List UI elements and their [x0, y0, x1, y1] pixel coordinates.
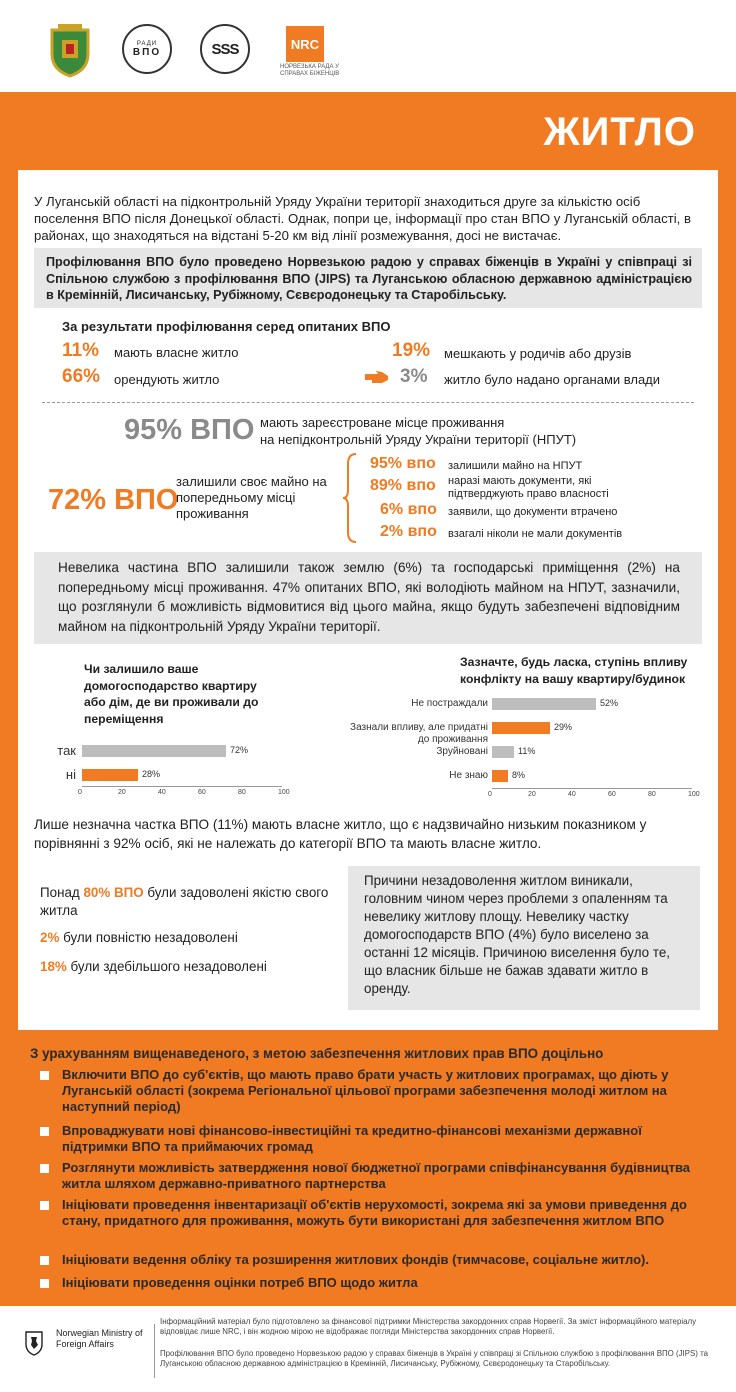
chart-1-tick-label: 0 — [78, 789, 82, 796]
rec-item-3: Розглянути можливість затвердження нової бюджетної програми співфінансування будівництва житла шляхом державно-приватного партнерства — [62, 1160, 691, 1191]
rec-item-4: Ініціювати проведення інвентаризації об'єктів нерухомості, зокрема які за умови приведення до стану, придатного для проживання, можуть бути використані для забезпечення житлом ВПО — [62, 1197, 687, 1228]
sat-pre: Понад — [40, 885, 84, 900]
stat-gov-pct: 3% — [400, 366, 428, 387]
rec-bullet-6 — [40, 1279, 49, 1288]
chart-1-tick-label: 80 — [238, 789, 246, 796]
chart-1-bar — [82, 745, 226, 757]
chart2-title: Зазначте, будь ласка, ступінь впливу конфлікту на вашу квартиру/будинок — [460, 655, 688, 686]
own-housing-note: Лише незначна частка ВПО (11%) мають власне житло, що є надзвичайно низьким показником у порівнянні з 92% осіб, які не належать до категорії ВПО та мають власне житло. — [34, 817, 647, 851]
stat-gov-label: житло було надано органами влади — [444, 372, 661, 387]
detail-2-pct-value: 89% — [370, 477, 403, 494]
reasons-text: Причини незадоволення житлом виникали, головним чином через проблеми з опаленням та невелику житлову площу. Невелику частку домогосподарств ВПО (4%) було виселено за останні 12 місяців. Причиною виселення було те, що власник більше не бажав здавати житло в оренду. — [364, 873, 670, 996]
sat-pct: 80% ВПО — [83, 885, 144, 900]
detail-3-unit: впо — [407, 501, 437, 518]
footer-text-1: Інформаційний матеріал було підготовлено за фінансової підтримки Міністерства закордонних справ Норвегії. За зміст інформаційного матеріалу відповідає лише NRC, і він жодною мірою не відображає погляди Міністерства закордонних справ Норвегії. — [160, 1317, 697, 1336]
chart1-title: Чи залишило ваше домогосподарство квартиру або дім, де ви проживали до переміщення — [84, 662, 259, 726]
ministry-name: Norwegian Ministry of Foreign Affairs — [56, 1328, 143, 1349]
detail-1-label: залишили майно на НПУТ — [448, 460, 583, 472]
rec-item-2: Впроваджувати нові фінансово-інвестиційні та кредитно-фінансові механізми державної підтримки ВПО та приймаючих громад — [62, 1123, 642, 1154]
detail-2-unit: впо — [406, 477, 436, 494]
chart-2-category-label: Не постраждали — [411, 698, 488, 709]
left-property-pct: 72% ВПО — [48, 484, 179, 516]
chart-1-category-label: так — [57, 743, 76, 758]
dashed-divider — [42, 402, 694, 403]
detail-3-label: заявили, що документи втрачено — [448, 506, 618, 518]
detail-1-pct-value: 95% — [370, 455, 403, 472]
detail-3-pct-value: 6% — [380, 501, 404, 518]
chart-2-bar — [492, 722, 550, 734]
luhansk-coat-of-arms-logo — [44, 24, 96, 80]
chart-1-tick-label: 20 — [118, 789, 126, 796]
radi-vpo-logo — [122, 24, 172, 74]
sat-item-1-pct: 2% — [40, 930, 60, 945]
chart-1-value-label: 28% — [142, 769, 161, 779]
rec-item-1: Включити ВПО до суб'єктів, що мають право брати участь у житлових програмах, що діють у Луганській області (зокрема Регіональної цільової програми забезпечення молоді житлом на наступний період) — [62, 1067, 669, 1114]
footer-divider — [154, 1324, 155, 1378]
stat-relatives-label: мешкають у родичів або друзів — [444, 346, 632, 361]
chart-1-tick-label: 40 — [158, 789, 166, 796]
stat-relatives-pct: 19% — [392, 340, 431, 361]
rec-bullet-4 — [40, 1201, 49, 1210]
pointing-hand-icon — [364, 370, 390, 389]
chart-1-value-label: 72% — [230, 745, 249, 755]
rec-item-5: Ініціювати ведення обліку та розширення житлових фондів (тимчасове, соціальне житло). — [62, 1252, 649, 1267]
detail-2-pct — [370, 477, 436, 495]
chart-2-value-label: 52% — [600, 698, 619, 708]
curly-brace — [342, 452, 362, 549]
detail-3-pct — [380, 501, 437, 519]
nrc-logo — [286, 26, 324, 62]
results-heading: За результати профілювання серед опитаних ВПО — [62, 319, 391, 334]
stat-own-pct: 11% — [62, 340, 99, 361]
chart-2-tick-label: 0 — [488, 791, 492, 798]
chart-2-value-label: 8% — [512, 770, 526, 780]
left-property-label: залишили своє майно на попередньому місці проживання — [176, 474, 327, 521]
detail-1-pct — [370, 455, 436, 473]
footer-text-2: Профілювання ВПО було проведено Норвезькою радою у справах біженців в Україні у співпраці зі Спільною службою з профілювання ВПО (JIPS) та Луганською обласною державною адміністрацією в Кремінній, Лисичанську, Рубіжному, Сєвєродонецьку та Старобільську. — [160, 1349, 708, 1368]
chart-2-category-label: Зруйновані — [436, 746, 488, 757]
chart-1-category-label: ні — [65, 767, 76, 782]
chart-2-bar — [492, 698, 596, 710]
chart-1-bar — [82, 769, 138, 781]
logo2-top-text: РАДИ — [136, 40, 158, 47]
rec-bullet-2 — [40, 1127, 49, 1136]
chart-2-tick-label: 40 — [568, 791, 576, 798]
page-title: ЖИТЛО — [543, 110, 696, 154]
chart-2-axis — [492, 788, 692, 789]
sat-item-1 — [40, 930, 238, 945]
rec-item-6: Ініціювати проведення оцінки потреб ВПО щодо житла — [62, 1275, 418, 1290]
chart-1-tick-label: 100 — [278, 789, 290, 796]
satisfaction-text — [40, 884, 340, 920]
chart-2-tick-label: 80 — [648, 791, 656, 798]
stat-rent-label: орендують житло — [114, 372, 220, 387]
land-text: Невелика частина ВПО залишили також землю (6%) та господарські приміщення (2%) на попередньому місці проживання. 47% опитаних ВПО, які володіють майном на НПУТ, зазначили, що розглянули б можливість відмовитися від цього майна, якщо будуть забезпечені відповідним майном на підконтрольній Уряду України території. — [58, 560, 680, 634]
chart-1-axis — [82, 786, 282, 787]
chart-2-tick-label: 60 — [608, 791, 616, 798]
sat-post: були задоволені якістю свого житла — [40, 885, 329, 918]
detail-2-label: наразі мають документи, які підтверджують право власності — [448, 475, 609, 500]
logo3-text: SSS — [211, 40, 239, 58]
sss-logo — [200, 24, 250, 74]
nrc-subtitle: НОРВЕЗЬКА РАДА У СПРАВАХ БІЖЕНЦІВ — [280, 64, 340, 77]
detail-4-pct-value: 2% — [380, 523, 404, 540]
detail-4-pct — [380, 523, 437, 541]
chart-2-bar — [492, 770, 508, 782]
chart-2-value-label: 11% — [518, 746, 536, 756]
sat-item-2 — [40, 959, 267, 974]
rec-bullet-5 — [40, 1256, 49, 1265]
intro-text: У Луганській області на підконтрольній Уряду України території знаходиться друге за кількістю осіб поселення ВПО після Донецької області. Однак, попри це, інформації про стан ВПО у Луганській області, в районах, що знаходяться на відстані 5-20 км від лінії розмежування, досі не вистачає. — [34, 194, 691, 243]
stat-own-label: мають власне житло — [114, 345, 239, 360]
profiling-text: Профілювання ВПО було проведено Норвезькою радою у справах біженців в Україні у співпраці зі Спільною службою з профілювання ВПО (JIPS) та Луганською обласною державною адміністрацією в Кремінній, Лисичанську, Рубіжному, Сєвєродонецьку та Старобільську. — [46, 255, 692, 302]
footer — [0, 1306, 736, 1392]
logo2-bottom-text: ВПО — [132, 46, 162, 58]
sat-item-2-pct: 18% — [40, 959, 67, 974]
chart-2-bar — [492, 746, 514, 758]
chart-2-category-label: Зазнали впливу, але придатні до проживання — [350, 722, 488, 745]
recommendations-heading: З урахуванням вищенаведеного, з метою забезпечення житлових прав ВПО доцільно — [30, 1046, 604, 1061]
norway-lion-icon — [22, 1330, 46, 1361]
chart-2-tick-label: 20 — [528, 791, 536, 798]
header — [0, 0, 736, 92]
rec-bullet-3 — [40, 1164, 49, 1173]
sat-item-2-label: були здебільшого незадоволені — [70, 959, 267, 974]
registered-pct: 95% ВПО — [124, 414, 255, 446]
detail-4-unit: впо — [407, 523, 437, 540]
registered-line1: мають зареєстроване місце проживання — [260, 415, 505, 430]
chart-2-value-label: 29% — [554, 722, 573, 732]
registered-line2: на непідконтрольній Уряду України території (НПУТ) — [260, 432, 577, 447]
stat-rent-pct: 66% — [62, 366, 101, 387]
chart-2-tick-label: 100 — [688, 791, 700, 798]
sat-item-1-label: були повністю незадоволені — [63, 930, 238, 945]
detail-4-label: взагалі ніколи не мали документів — [448, 528, 623, 540]
nrc-logo-text: NRC — [290, 36, 320, 52]
chart-2-category-label: Не знаю — [449, 770, 488, 781]
rec-bullet-1 — [40, 1071, 49, 1080]
detail-1-unit: впо — [406, 455, 436, 472]
chart-1-tick-label: 60 — [198, 789, 206, 796]
